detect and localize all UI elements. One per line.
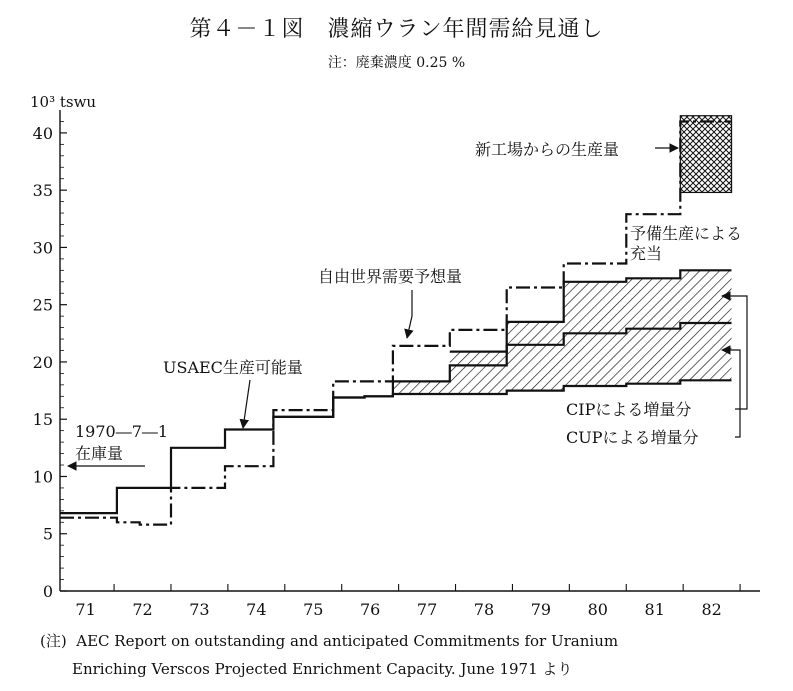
cip-label: CIPによる増量分 [566, 400, 692, 419]
cip-hatch [626, 329, 680, 384]
new-plant-area [680, 116, 731, 193]
cup-hatch [450, 352, 507, 366]
x-tick-label: 75 [303, 600, 324, 619]
cup-hatch [680, 270, 731, 323]
y-tick-label: 10 [32, 467, 53, 487]
usaec-label: USAEC生産可能量 [163, 358, 303, 377]
x-tick-label: 72 [132, 600, 153, 619]
y-tick-label: 20 [32, 352, 53, 372]
stock-label-2: 在庫量 [75, 444, 124, 463]
new-plant-label: 新工場からの生産量 [475, 140, 620, 159]
reserve-label-2: 充当 [630, 244, 663, 263]
y-tick-label: 35 [32, 181, 53, 201]
x-tick-label: 78 [473, 600, 495, 619]
x-tick-label: 77 [416, 600, 438, 619]
x-tick-label: 81 [644, 600, 665, 619]
x-tick-label: 73 [189, 600, 210, 619]
cup-label: CUPによる増量分 [566, 428, 699, 447]
y-tick-label: 15 [32, 410, 53, 430]
y-axis-label: 10³ tswu [30, 93, 97, 111]
x-tick-label: 80 [587, 600, 608, 619]
y-tick-label: 25 [32, 295, 53, 315]
footnote [40, 627, 618, 683]
cup-hatch [564, 282, 627, 334]
x-tick-label: 74 [246, 600, 267, 619]
cup-hatch [507, 322, 564, 345]
y-tick-label: 30 [32, 238, 53, 258]
demand-label: 自由世界需要予想量 [318, 267, 463, 286]
footnote-line2: Enriching Verscos Projected Enrichment Capacity. June 1971 より [72, 660, 573, 678]
footnote-line1: AEC Report on outstanding and anticipated Commitments for Uranium [76, 632, 619, 650]
x-tick-label: 76 [359, 600, 381, 619]
cup-hatch [626, 278, 680, 328]
y-tick-label: 5 [42, 524, 53, 544]
x-tick-label: 82 [701, 600, 722, 619]
cip-hatch [507, 345, 564, 391]
reserve-label: 予備生産による [630, 224, 743, 243]
y-tick-label: 40 [32, 123, 53, 143]
stock-label: 1970―7―1 [75, 422, 169, 441]
y-tick-label: 0 [42, 582, 53, 601]
x-tick-label: 71 [75, 600, 96, 619]
cip-hatch [393, 381, 450, 394]
usaec-arrow [243, 380, 250, 428]
page-subtitle: 注：廃棄濃度 0.25 % [327, 55, 466, 71]
cip-hatch [680, 323, 731, 380]
footnote-marker: (注) [40, 632, 67, 650]
x-tick-label: 79 [530, 600, 552, 619]
cip-hatch [564, 333, 627, 386]
cip-hatch [450, 365, 507, 394]
page-title: 第４－１図 濃縮ウラン年間需給見通し [189, 17, 604, 42]
demand-arrow [407, 290, 412, 338]
